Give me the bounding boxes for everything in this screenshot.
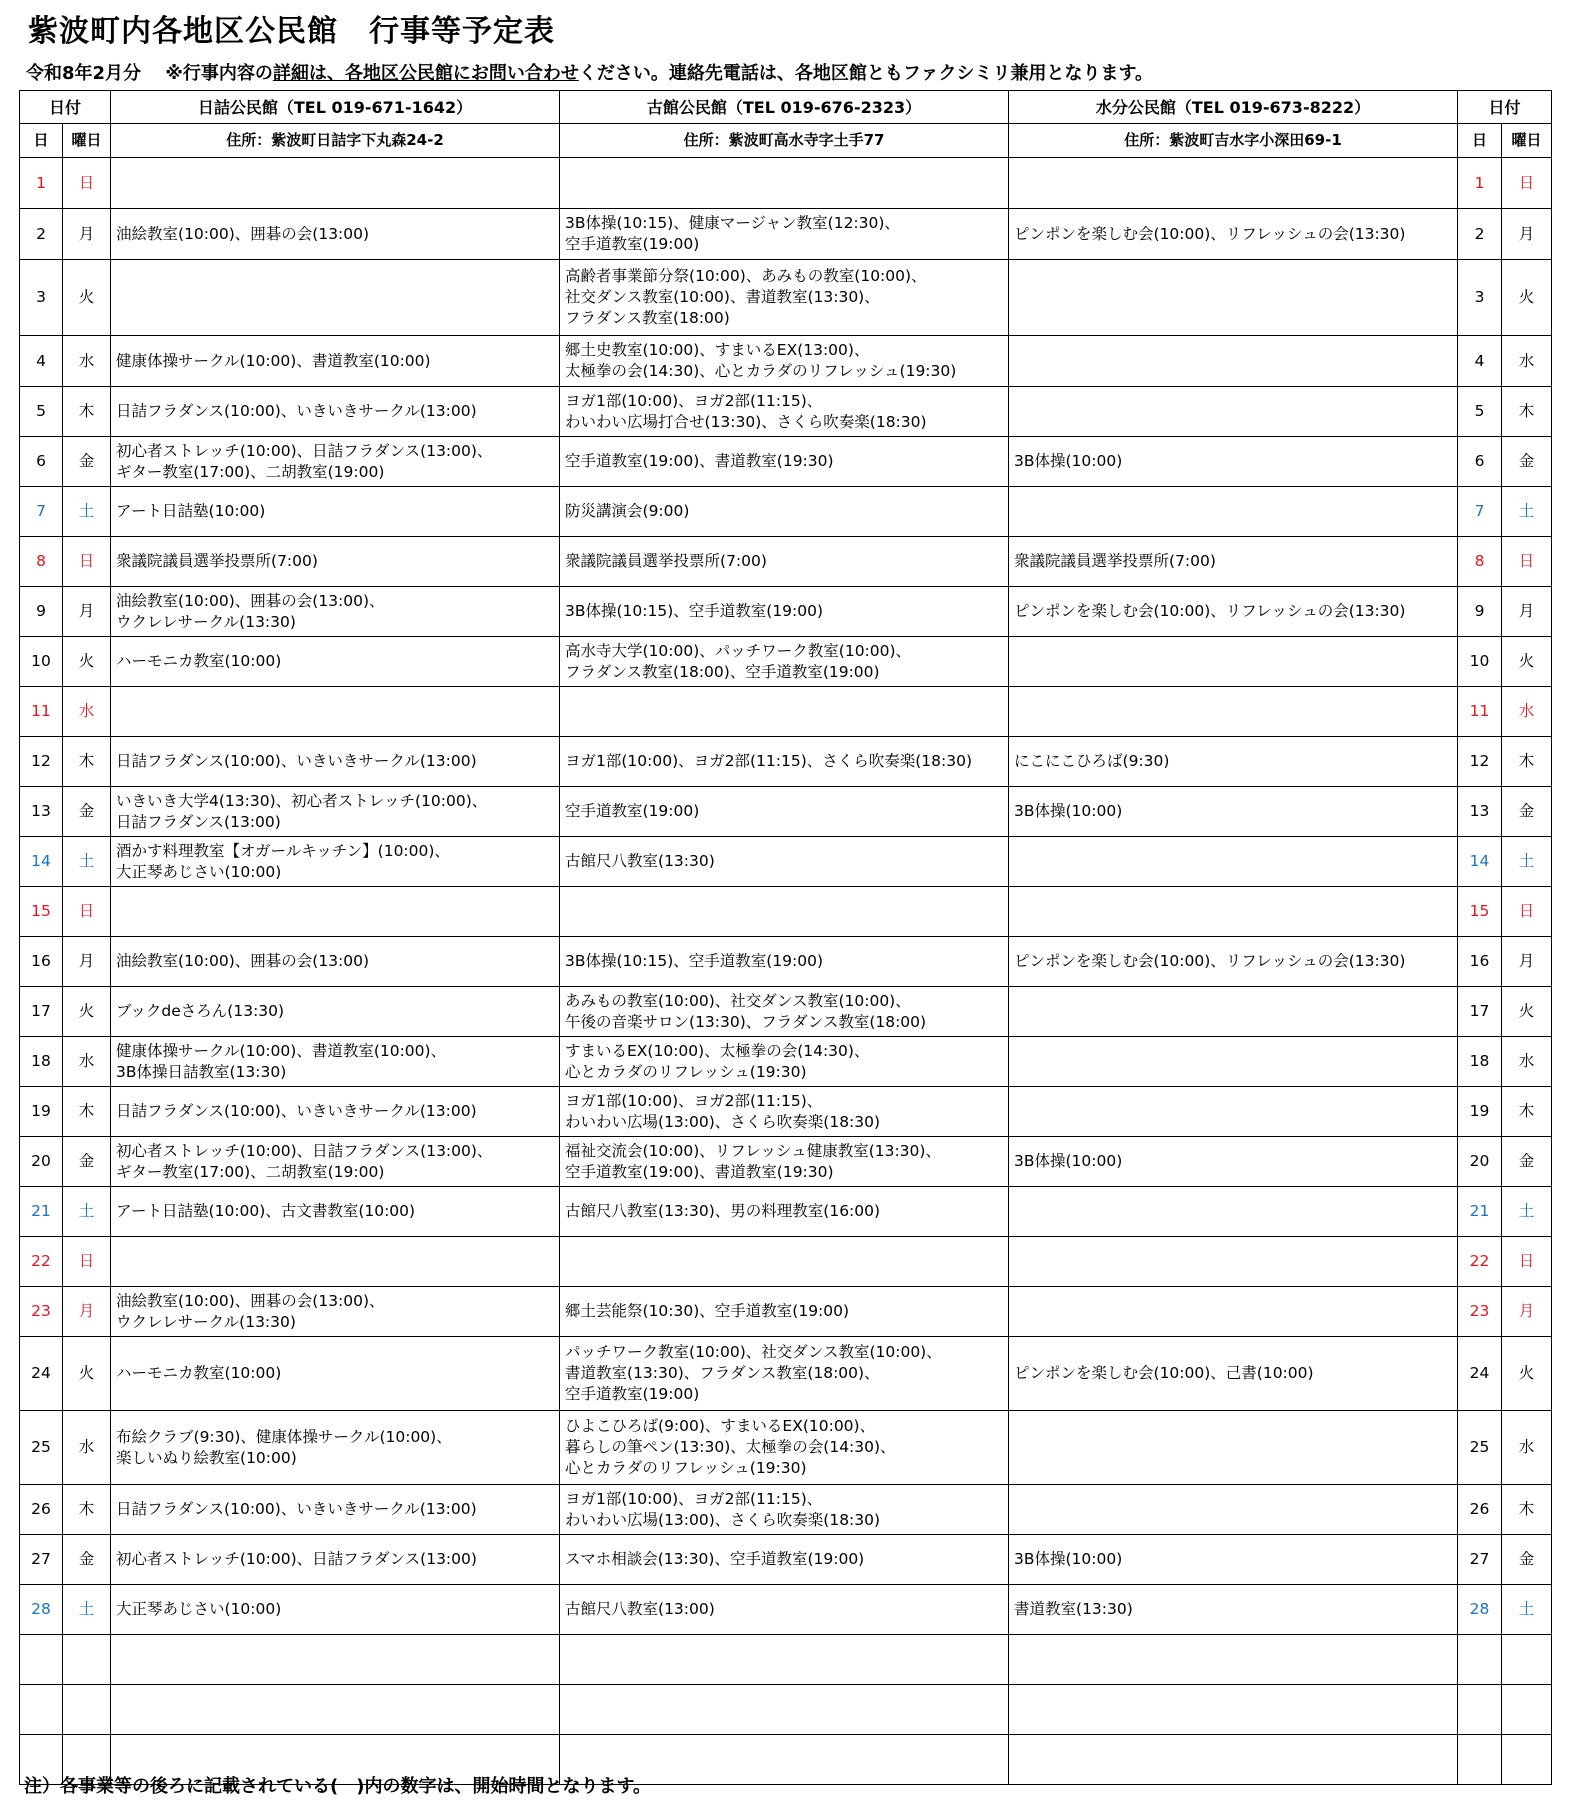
table-row <box>20 1585 1552 1635</box>
day-number-right: 7 <box>1458 487 1502 537</box>
weekday: 土 <box>63 837 111 887</box>
events-mizuwake <box>1009 336 1458 387</box>
events-furudate: 古館尺八教室(13:00) <box>560 1585 1009 1635</box>
events-mizuwake: ピンポンを楽しむ会(10:00)、リフレッシュの会(13:30) <box>1009 937 1458 987</box>
day-number <box>20 1685 63 1735</box>
weekday: 火 <box>63 1337 111 1411</box>
events-hizume: 衆議院議員選挙投票所(7:00) <box>111 537 560 587</box>
events-hizume: 日詰フラダンス(10:00)、いきいきサークル(13:00) <box>111 737 560 787</box>
table-row <box>20 787 1552 837</box>
table-row <box>20 637 1552 687</box>
events-furudate: ヨガ1部(10:00)、ヨガ2部(11:15)、 わいわい広場打合せ(13:30)、さくら吹奏楽(18:30) <box>560 387 1009 437</box>
weekday: 火 <box>63 637 111 687</box>
events-furudate: 空手道教室(19:00) <box>560 787 1009 837</box>
hall-address-hizume: 住所：紫波町日詰字下丸森24-2 <box>111 124 560 158</box>
weekday-right: 火 <box>1502 260 1552 336</box>
weekday: 月 <box>63 209 111 260</box>
events-mizuwake <box>1009 1187 1458 1237</box>
day-number: 22 <box>20 1237 63 1287</box>
weekday-right: 木 <box>1502 737 1552 787</box>
day-number-right: 28 <box>1458 1585 1502 1635</box>
events-mizuwake <box>1009 637 1458 687</box>
events-furudate: ヨガ1部(10:00)、ヨガ2部(11:15)、 わいわい広場(13:00)、さくら吹奏楽(18:30) <box>560 1485 1009 1535</box>
day-number-right: 26 <box>1458 1485 1502 1535</box>
weekday-right: 日 <box>1502 887 1552 937</box>
events-hizume: 油絵教室(10:00)、囲碁の会(13:00) <box>111 937 560 987</box>
day-number: 4 <box>20 336 63 387</box>
weekday-right: 金 <box>1502 1535 1552 1585</box>
events-furudate: 空手道教室(19:00)、書道教室(19:30) <box>560 437 1009 487</box>
day-number-right: 13 <box>1458 787 1502 837</box>
table-row <box>20 1287 1552 1337</box>
table-row <box>20 387 1552 437</box>
events-hizume: 油絵教室(10:00)、囲碁の会(13:00)、 ウクレレサークル(13:30) <box>111 587 560 637</box>
day-number <box>20 1635 63 1685</box>
events-hizume: 油絵教室(10:00)、囲碁の会(13:00) <box>111 209 560 260</box>
events-furudate: すまいるEX(10:00)、太極拳の会(14:30)、 心とカラダのリフレッシュ(19:30) <box>560 1037 1009 1087</box>
events-furudate <box>560 1685 1009 1735</box>
weekday-right: 土 <box>1502 1585 1552 1635</box>
events-mizuwake <box>1009 1237 1458 1287</box>
events-hizume: 健康体操サークル(10:00)、書道教室(10:00)、 3B体操日詰教室(13:30) <box>111 1037 560 1087</box>
subtitle-underlined: 詳細は、各地区公民館にお問い合わせ <box>272 63 579 84</box>
events-mizuwake: 3B体操(10:00) <box>1009 787 1458 837</box>
day-number-right <box>1458 1635 1502 1685</box>
events-mizuwake <box>1009 987 1458 1037</box>
events-furudate: 3B体操(10:15)、空手道教室(19:00) <box>560 587 1009 637</box>
events-furudate: 古館尺八教室(13:30)、男の料理教室(16:00) <box>560 1187 1009 1237</box>
table-row <box>20 1411 1552 1485</box>
table-row <box>20 1337 1552 1411</box>
day-number-right: 22 <box>1458 1237 1502 1287</box>
table-row <box>20 1237 1552 1287</box>
table-row <box>20 837 1552 887</box>
events-mizuwake <box>1009 837 1458 887</box>
day-number: 28 <box>20 1585 63 1635</box>
day-number-right: 14 <box>1458 837 1502 887</box>
table-row <box>20 1685 1552 1735</box>
events-hizume: ハーモニカ教室(10:00) <box>111 637 560 687</box>
events-furudate: 古館尺八教室(13:30) <box>560 837 1009 887</box>
day-number-right: 11 <box>1458 687 1502 737</box>
day-number-right: 9 <box>1458 587 1502 637</box>
table-row <box>20 1087 1552 1137</box>
events-mizuwake <box>1009 887 1458 937</box>
day-number: 20 <box>20 1137 63 1187</box>
events-furudate: 郷土芸能祭(10:30)、空手道教室(19:00) <box>560 1287 1009 1337</box>
table-row <box>20 1535 1552 1585</box>
events-hizume: 日詰フラダンス(10:00)、いきいきサークル(13:00) <box>111 387 560 437</box>
events-furudate: ヨガ1部(10:00)、ヨガ2部(11:15)、さくら吹奏楽(18:30) <box>560 737 1009 787</box>
weekday: 水 <box>63 1037 111 1087</box>
events-mizuwake: ピンポンを楽しむ会(10:00)、リフレッシュの会(13:30) <box>1009 587 1458 637</box>
events-furudate: 防災講演会(9:00) <box>560 487 1009 537</box>
weekday-right: 水 <box>1502 1037 1552 1087</box>
events-mizuwake <box>1009 1685 1458 1735</box>
table-row <box>20 687 1552 737</box>
day-col-header-right: 日 <box>1458 124 1502 158</box>
events-mizuwake <box>1009 1037 1458 1087</box>
events-mizuwake: 3B体操(10:00) <box>1009 1137 1458 1187</box>
weekday-right: 日 <box>1502 537 1552 587</box>
weekday: 金 <box>63 1137 111 1187</box>
events-furudate <box>560 1237 1009 1287</box>
weekday <box>63 1635 111 1685</box>
weekday: 月 <box>63 1287 111 1337</box>
day-number: 7 <box>20 487 63 537</box>
weekday: 水 <box>63 687 111 737</box>
weekday-right: 月 <box>1502 937 1552 987</box>
weekday-right: 月 <box>1502 1287 1552 1337</box>
events-hizume: 酒かす料理教室【オガールキッチン】(10:00)、 大正琴あじさい(10:00) <box>111 837 560 887</box>
table-row <box>20 487 1552 537</box>
weekday: 土 <box>63 487 111 537</box>
weekday: 木 <box>63 387 111 437</box>
weekday-right: 水 <box>1502 1411 1552 1485</box>
subtitle-note <box>26 59 1153 85</box>
day-number-right: 18 <box>1458 1037 1502 1087</box>
day-number-right: 5 <box>1458 387 1502 437</box>
weekday-right: 土 <box>1502 487 1552 537</box>
hall-header-furudate: 古館公民館（TEL 019-676-2323） <box>560 91 1009 124</box>
header-row-2 <box>20 124 1552 158</box>
weekday-right: 木 <box>1502 1087 1552 1137</box>
day-number: 6 <box>20 437 63 487</box>
weekday: 日 <box>63 158 111 209</box>
events-hizume: ブックdeさろん(13:30) <box>111 987 560 1037</box>
events-hizume: ハーモニカ教室(10:00) <box>111 1337 560 1411</box>
events-mizuwake: ピンポンを楽しむ会(10:00)、リフレッシュの会(13:30) <box>1009 209 1458 260</box>
weekday-right: 金 <box>1502 1137 1552 1187</box>
day-number: 26 <box>20 1485 63 1535</box>
day-number-right: 21 <box>1458 1187 1502 1237</box>
weekday: 日 <box>63 1237 111 1287</box>
events-mizuwake: ピンポンを楽しむ会(10:00)、己書(10:00) <box>1009 1337 1458 1411</box>
day-number: 19 <box>20 1087 63 1137</box>
events-hizume: 日詰フラダンス(10:00)、いきいきサークル(13:00) <box>111 1485 560 1535</box>
events-hizume <box>111 1237 560 1287</box>
weekday-right: 土 <box>1502 837 1552 887</box>
day-number: 16 <box>20 937 63 987</box>
day-number-right: 8 <box>1458 537 1502 587</box>
events-hizume: 初心者ストレッチ(10:00)、日詰フラダンス(13:00)、 ギター教室(17:00)、二胡教室(19:00) <box>111 1137 560 1187</box>
schedule-table <box>19 90 1552 1785</box>
weekday: 水 <box>63 336 111 387</box>
day-number: 23 <box>20 1287 63 1337</box>
day-number-right: 15 <box>1458 887 1502 937</box>
weekday: 火 <box>63 260 111 336</box>
day-number: 25 <box>20 1411 63 1485</box>
day-number: 10 <box>20 637 63 687</box>
day-number: 17 <box>20 987 63 1037</box>
day-number: 3 <box>20 260 63 336</box>
table-row <box>20 937 1552 987</box>
events-mizuwake: 衆議院議員選挙投票所(7:00) <box>1009 537 1458 587</box>
events-furudate: パッチワーク教室(10:00)、社交ダンス教室(10:00)、 書道教室(13:30)、フラダンス教室(18:00)、 空手道教室(19:00) <box>560 1337 1009 1411</box>
events-furudate: 郷土史教室(10:00)、すまいるEX(13:00)、 太極拳の会(14:30)、心とカラダのリフレッシュ(19:30) <box>560 336 1009 387</box>
events-hizume: 日詰フラダンス(10:00)、いきいきサークル(13:00) <box>111 1087 560 1137</box>
events-mizuwake <box>1009 1485 1458 1535</box>
weekday-col-header-right: 曜日 <box>1502 124 1552 158</box>
page-title: 紫波町内各地区公民館 行事等予定表 <box>28 14 555 49</box>
weekday: 金 <box>63 787 111 837</box>
weekday-col-header-left: 曜日 <box>63 124 111 158</box>
weekday: 木 <box>63 1087 111 1137</box>
weekday: 日 <box>63 537 111 587</box>
day-number-right: 25 <box>1458 1411 1502 1485</box>
day-number: 13 <box>20 787 63 837</box>
weekday: 木 <box>63 1485 111 1535</box>
weekday-right: 月 <box>1502 587 1552 637</box>
day-col-header-left: 日 <box>20 124 63 158</box>
table-row <box>20 887 1552 937</box>
events-mizuwake <box>1009 1635 1458 1685</box>
weekday-right: 火 <box>1502 987 1552 1037</box>
table-row <box>20 1187 1552 1237</box>
subtitle-suffix: ください。連絡先電話は、各地区館ともファクシミリ兼用となります。 <box>578 63 1154 84</box>
events-hizume <box>111 158 560 209</box>
weekday-right: 日 <box>1502 158 1552 209</box>
events-mizuwake <box>1009 1735 1458 1785</box>
events-hizume: 大正琴あじさい(10:00) <box>111 1585 560 1635</box>
hall-address-furudate: 住所：紫波町高水寺字土手77 <box>560 124 1009 158</box>
day-number-right: 16 <box>1458 937 1502 987</box>
weekday-right <box>1502 1685 1552 1735</box>
events-furudate <box>560 158 1009 209</box>
day-number-right: 1 <box>1458 158 1502 209</box>
events-furudate: 福祉交流会(10:00)、リフレッシュ健康教室(13:30)、 空手道教室(19:00)、書道教室(19:30) <box>560 1137 1009 1187</box>
weekday-right: 水 <box>1502 687 1552 737</box>
table-row <box>20 437 1552 487</box>
events-hizume: 油絵教室(10:00)、囲碁の会(13:00)、 ウクレレサークル(13:30) <box>111 1287 560 1337</box>
hall-address-mizuwake: 住所：紫波町吉水字小深田69-1 <box>1009 124 1458 158</box>
weekday: 水 <box>63 1411 111 1485</box>
weekday: 木 <box>63 737 111 787</box>
day-number: 18 <box>20 1037 63 1087</box>
events-hizume <box>111 1635 560 1685</box>
day-number-right: 20 <box>1458 1137 1502 1187</box>
events-hizume: いきいき大学4(13:30)、初心者ストレッチ(10:00)、 日詰フラダンス(13:00) <box>111 787 560 837</box>
events-mizuwake <box>1009 487 1458 537</box>
hall-header-mizuwake: 水分公民館（TEL 019-673-8222） <box>1009 91 1458 124</box>
weekday: 日 <box>63 887 111 937</box>
day-number: 2 <box>20 209 63 260</box>
weekday-right: 日 <box>1502 1237 1552 1287</box>
events-hizume: 初心者ストレッチ(10:00)、日詰フラダンス(13:00) <box>111 1535 560 1585</box>
events-hizume <box>111 260 560 336</box>
events-hizume <box>111 687 560 737</box>
table-row <box>20 1635 1552 1685</box>
events-mizuwake <box>1009 1087 1458 1137</box>
day-number: 5 <box>20 387 63 437</box>
events-hizume: 健康体操サークル(10:00)、書道教室(10:00) <box>111 336 560 387</box>
day-number-right: 3 <box>1458 260 1502 336</box>
day-number: 12 <box>20 737 63 787</box>
day-number: 21 <box>20 1187 63 1237</box>
day-number-right <box>1458 1685 1502 1735</box>
day-number-right: 12 <box>1458 737 1502 787</box>
events-furudate: ヨガ1部(10:00)、ヨガ2部(11:15)、 わいわい広場(13:00)、さくら吹奏楽(18:30) <box>560 1087 1009 1137</box>
hall-header-hizume: 日詰公民館（TEL 019-671-1642） <box>111 91 560 124</box>
events-mizuwake: 3B体操(10:00) <box>1009 1535 1458 1585</box>
events-mizuwake <box>1009 158 1458 209</box>
day-number-right: 17 <box>1458 987 1502 1037</box>
day-number-right: 4 <box>1458 336 1502 387</box>
weekday: 月 <box>63 937 111 987</box>
events-hizume: 布絵クラブ(9:30)、健康体操サークル(10:00)、 楽しいぬり絵教室(10:00) <box>111 1411 560 1485</box>
events-mizuwake <box>1009 260 1458 336</box>
table-row <box>20 260 1552 336</box>
table-row <box>20 336 1552 387</box>
events-furudate: ひよこひろば(9:00)、すまいるEX(10:00)、 暮らしの筆ペン(13:30)、太極拳の会(14:30)、 心とカラダのリフレッシュ(19:30) <box>560 1411 1009 1485</box>
weekday: 土 <box>63 1187 111 1237</box>
day-number: 15 <box>20 887 63 937</box>
events-mizuwake: 3B体操(10:00) <box>1009 437 1458 487</box>
events-furudate: あみもの教室(10:00)、社交ダンス教室(10:00)、 午後の音楽サロン(13:30)、フラダンス教室(18:00) <box>560 987 1009 1037</box>
events-hizume <box>111 887 560 937</box>
events-mizuwake <box>1009 387 1458 437</box>
weekday-right: 木 <box>1502 1485 1552 1535</box>
weekday-right: 火 <box>1502 1337 1552 1411</box>
events-furudate: スマホ相談会(13:30)、空手道教室(19:00) <box>560 1535 1009 1585</box>
weekday-right: 土 <box>1502 1187 1552 1237</box>
day-number-right <box>1458 1735 1502 1785</box>
weekday <box>63 1685 111 1735</box>
table-row <box>20 987 1552 1037</box>
table-row <box>20 1137 1552 1187</box>
footnote: 注）各事業等の後ろに記載されている( )内の数字は、開始時間となります。 <box>24 1776 652 1797</box>
events-hizume <box>111 1685 560 1735</box>
day-number: 8 <box>20 537 63 587</box>
weekday: 土 <box>63 1585 111 1635</box>
events-furudate: 高齢者事業節分祭(10:00)、あみもの教室(10:00)、 社交ダンス教室(10:00)、書道教室(13:30)、 フラダンス教室(18:00) <box>560 260 1009 336</box>
events-furudate: 衆議院議員選挙投票所(7:00) <box>560 537 1009 587</box>
weekday: 月 <box>63 587 111 637</box>
table-row <box>20 587 1552 637</box>
events-mizuwake <box>1009 1411 1458 1485</box>
date-group-header-left: 日付 <box>20 91 111 124</box>
weekday: 火 <box>63 987 111 1037</box>
weekday: 金 <box>63 1535 111 1585</box>
table-row <box>20 537 1552 587</box>
day-number-right: 19 <box>1458 1087 1502 1137</box>
weekday-right: 金 <box>1502 437 1552 487</box>
table-row <box>20 209 1552 260</box>
day-number: 14 <box>20 837 63 887</box>
events-furudate <box>560 1635 1009 1685</box>
day-number: 24 <box>20 1337 63 1411</box>
events-hizume: アート日詰塾(10:00) <box>111 487 560 537</box>
table-row <box>20 1037 1552 1087</box>
weekday-right: 木 <box>1502 387 1552 437</box>
weekday-right: 水 <box>1502 336 1552 387</box>
events-furudate: 3B体操(10:15)、空手道教室(19:00) <box>560 937 1009 987</box>
table-row <box>20 158 1552 209</box>
weekday-right: 月 <box>1502 209 1552 260</box>
day-number: 1 <box>20 158 63 209</box>
weekday-right: 火 <box>1502 637 1552 687</box>
table-row <box>20 737 1552 787</box>
events-furudate <box>560 887 1009 937</box>
day-number-right: 2 <box>1458 209 1502 260</box>
weekday-right: 金 <box>1502 787 1552 837</box>
weekday-right <box>1502 1735 1552 1785</box>
day-number: 27 <box>20 1535 63 1585</box>
day-number-right: 6 <box>1458 437 1502 487</box>
day-number-right: 24 <box>1458 1337 1502 1411</box>
day-number: 11 <box>20 687 63 737</box>
weekday: 金 <box>63 437 111 487</box>
events-mizuwake <box>1009 687 1458 737</box>
events-mizuwake: 書道教室(13:30) <box>1009 1585 1458 1635</box>
subtitle-prefix: 令和8年2月分 ※行事内容の <box>26 63 273 84</box>
events-furudate: 高水寺大学(10:00)、パッチワーク教室(10:00)、 フラダンス教室(18:00)、空手道教室(19:00) <box>560 637 1009 687</box>
events-furudate: 3B体操(10:15)、健康マージャン教室(12:30)、 空手道教室(19:00) <box>560 209 1009 260</box>
day-number: 9 <box>20 587 63 637</box>
weekday-right <box>1502 1635 1552 1685</box>
header-row-1 <box>20 91 1552 124</box>
day-number-right: 23 <box>1458 1287 1502 1337</box>
date-group-header-right: 日付 <box>1458 91 1552 124</box>
events-mizuwake <box>1009 1287 1458 1337</box>
events-hizume: アート日詰塾(10:00)、古文書教室(10:00) <box>111 1187 560 1237</box>
day-number-right: 10 <box>1458 637 1502 687</box>
events-furudate <box>560 687 1009 737</box>
table-row <box>20 1485 1552 1535</box>
day-number-right: 27 <box>1458 1535 1502 1585</box>
events-mizuwake: にこにこひろば(9:30) <box>1009 737 1458 787</box>
events-hizume: 初心者ストレッチ(10:00)、日詰フラダンス(13:00)、 ギター教室(17:00)、二胡教室(19:00) <box>111 437 560 487</box>
